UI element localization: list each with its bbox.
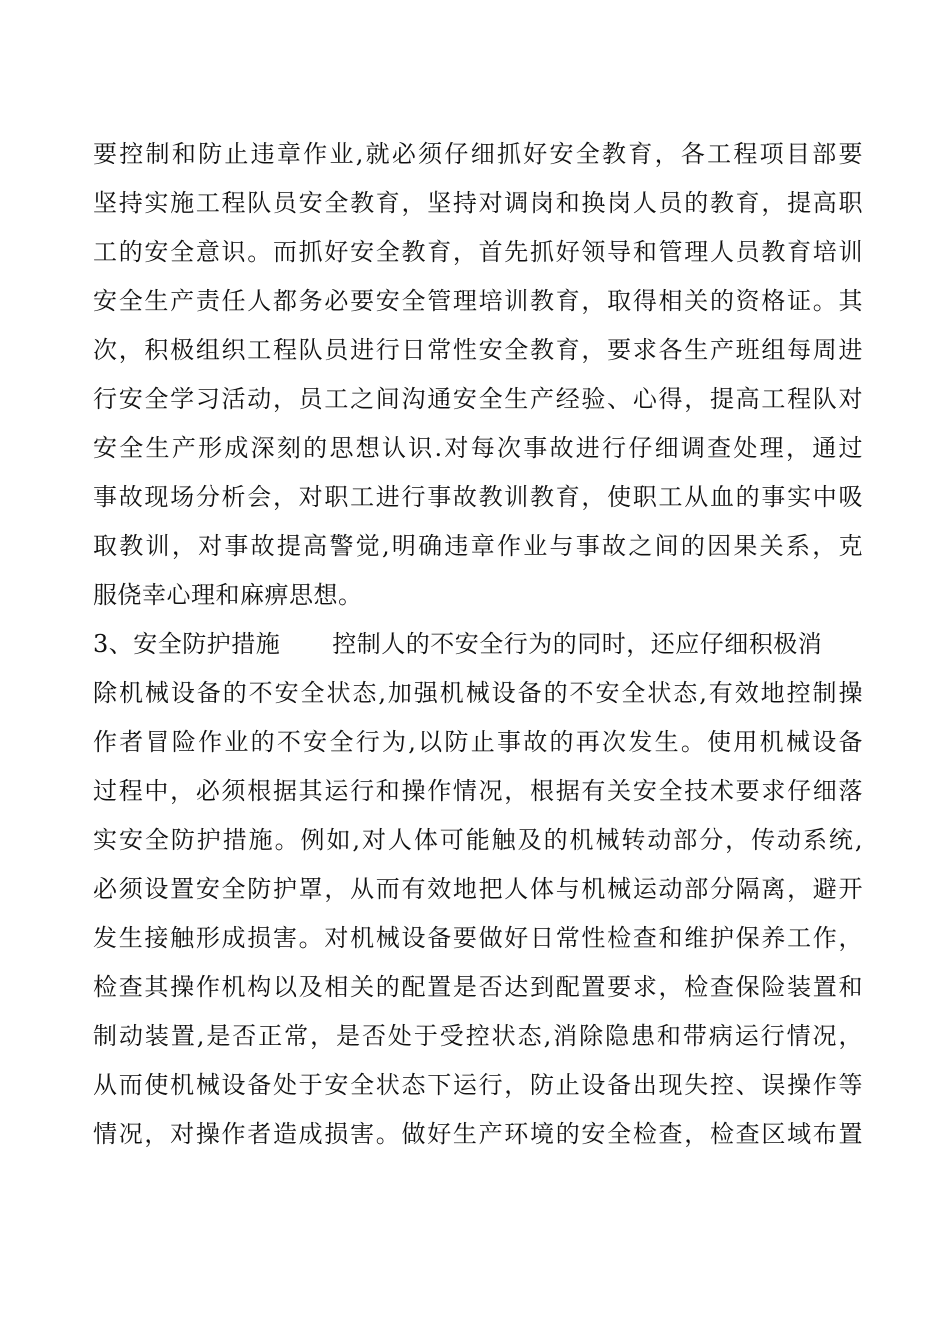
text-line: 必须设置安全防护罩，从而有效地把人体与机械运动部分隔离，避开 — [93, 875, 863, 903]
text-line: 安全生产形成深刻的思想认识.对每次事故进行仔细调查处理，通过 — [93, 434, 863, 462]
text-line: 除机械设备的不安全状态,加强机械设备的不安全状态,有效地控制操 — [93, 679, 863, 707]
text-line: 发生接触形成损害。对机械设备要做好日常性检查和维护保养工作， — [93, 924, 863, 952]
text-line: 作者冒险作业的不安全行为,以防止事故的再次发生。使用机械设备 — [93, 728, 863, 756]
text-line: 事故现场分析会，对职工进行事故教训教育，使职工从血的事实中吸 — [93, 483, 863, 511]
text-line: 工的安全意识。而抓好安全教育，首先抓好领导和管理人员教育培训 — [93, 238, 863, 266]
text-line: 服侥幸心理和麻痹思想。 — [93, 581, 363, 609]
text-line: 次，积极组织工程队员进行日常性安全教育，要求各生产班组每周进 — [93, 336, 863, 364]
text-line: 制动装置,是否正常，是否处于受控状态,消除隐患和带病运行情况， — [93, 1022, 863, 1050]
text-line: 取教训，对事故提高警觉,明确违章作业与事故之间的因果关系，克 — [93, 532, 863, 560]
text-line: 行安全学习活动，员工之间沟通安全生产经验、心得，提高工程队对 — [93, 385, 863, 413]
text-line: 过程中，必须根据其运行和操作情况，根据有关安全技术要求仔细落 — [93, 777, 863, 805]
body-text — [93, 130, 863, 1159]
text-line: 要控制和防止违章作业,就必须仔细抓好安全教育，各工程项目部要 — [93, 140, 863, 168]
paragraph-safety-education — [93, 130, 863, 620]
text-line: 实安全防护措施。例如,对人体可能触及的机械转动部分，传动系统, — [93, 826, 863, 854]
text-line: 安全生产责任人都务必要安全管理培训教育，取得相关的资格证。其 — [93, 287, 863, 315]
section-first-line — [93, 620, 863, 669]
section-first-line-text: 控制人的不安全行为的同时，还应仔细积极消 — [332, 630, 823, 658]
section-safety-protection — [93, 620, 863, 1159]
text-line: 检查其操作机构以及相关的配置是否达到配置要求，检查保险装置和 — [93, 973, 863, 1001]
text-line: 情况，对操作者造成损害。做好生产环境的安全检查，检查区域布置 — [93, 1120, 863, 1148]
text-line: 坚持实施工程队员安全教育，坚持对调岗和换岗人员的教育，提高职 — [93, 189, 863, 217]
text-line: 从而使机械设备处于安全状态下运行，防止设备出现失控、误操作等 — [93, 1071, 863, 1099]
section-heading: 3、安全防护措施 — [93, 630, 281, 658]
